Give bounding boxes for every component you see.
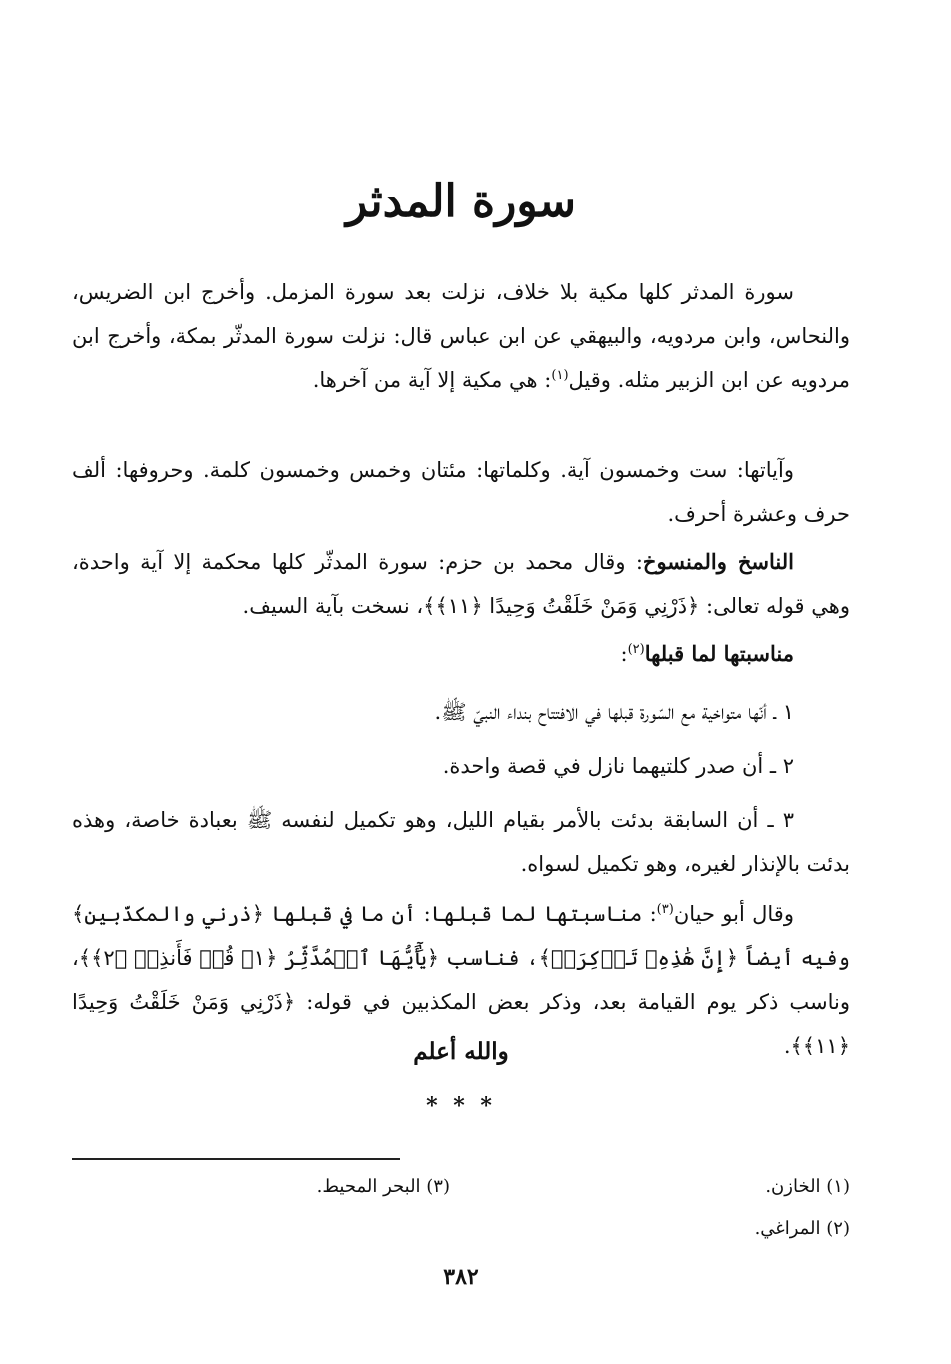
closing-phrase: والله أعلم	[413, 1038, 509, 1065]
footnote-2: (٢) المراغي.	[754, 1218, 850, 1239]
footnote-ref-1[interactable]: (١)	[551, 368, 569, 383]
footnote-1: (١) الخازن.	[765, 1176, 850, 1197]
point-2: ٢ ـ أن صدر كلتيهما نازل في قصة واحدة.	[442, 754, 794, 778]
point-3: ٣ ـ أن السابقة بدئت بالأمر بقيام الليل، وهو تكميل لنفسه ﷺ بعبادة خاصة، وهذه بدئت بالإنذار لغيره، وهو تكميل لسواه.	[72, 808, 850, 876]
intro-text: سورة المدثر كلها مكية بلا خلاف، نزلت بعد سورة المزمل. وأخرج ابن الضريس، والنحاس، وابن مردويه، والبيهقي عن ابن عباس قال: نزلت سورة المدثّر بمكة، وأخرج ابن مردويه عن ابن الزبير مثله. وقيل	[72, 280, 850, 392]
abu-hayyan-text-end: : مناسبتها لما قبلها: أن ما في قبلها ﴿ذرني والمكذّبين﴾ وفيه أيضاً ﴿إِنَّ هَٰذِهِۦ تَذۡكِرَةٞ﴾، فناسب ﴿يَٰٓأَيُّهَا ٱلۡمُدَّثِّرُ ﴿١﴾ قُمۡ فَأَنذِرۡ ﴿٢﴾﴾، وناسب ذكر يوم القيامة بعد، وذكر بعض المكذبين في قوله: ﴿ذَرْنِي وَمَنْ خَلَقْتُ وَحِيدًا ﴿١١﴾﴾.	[72, 902, 850, 1058]
surah-title: سورة المدثر	[346, 176, 576, 227]
intro-paragraph	[72, 270, 850, 402]
footnote-divider	[72, 1158, 400, 1160]
counts-paragraph: وآياتها: ست وخمسون آية. وكلماتها: مئتان وخمس وخمسون كلمة. وحروفها: ألف حرف وعشرة أحرف.	[72, 458, 850, 526]
relation-heading: مناسبتها لما قبلها	[644, 641, 794, 666]
footnote-3: (٣) البحر المحيط.	[316, 1176, 450, 1197]
abu-hayyan-text: وقال أبو حيان	[673, 902, 794, 926]
intro-text-end: : هي مكية إلا آية من آخرها.	[312, 368, 552, 392]
section-separator: * * *	[426, 1093, 496, 1119]
point-1: ١ ـ أنّها متواخية مع السّورة قبلها في الافتتاح بنداء النبيّ ﷺ.	[434, 700, 794, 724]
relation-heading-line	[72, 632, 850, 676]
footnote-ref-2[interactable]: (٢)	[627, 642, 645, 657]
abrogation-heading: الناسخ والمنسوخ	[642, 549, 794, 574]
abrogation-text: : وقال محمد بن حزم: سورة المدثّر كلها محكمة إلا آية واحدة، وهي قوله تعالى: ﴿ذَرْنِي وَمَنْ خَلَقْتُ وَحِيدًا ﴿١١﴾﴾، نسخت بآية السيف.	[72, 550, 850, 618]
footnote-ref-3[interactable]: (٣)	[656, 902, 674, 917]
page-number: ٣٨٢	[443, 1264, 479, 1290]
relation-colon: :	[620, 642, 628, 666]
abrogation-paragraph	[72, 540, 850, 628]
book-page	[72, 0, 850, 1364]
